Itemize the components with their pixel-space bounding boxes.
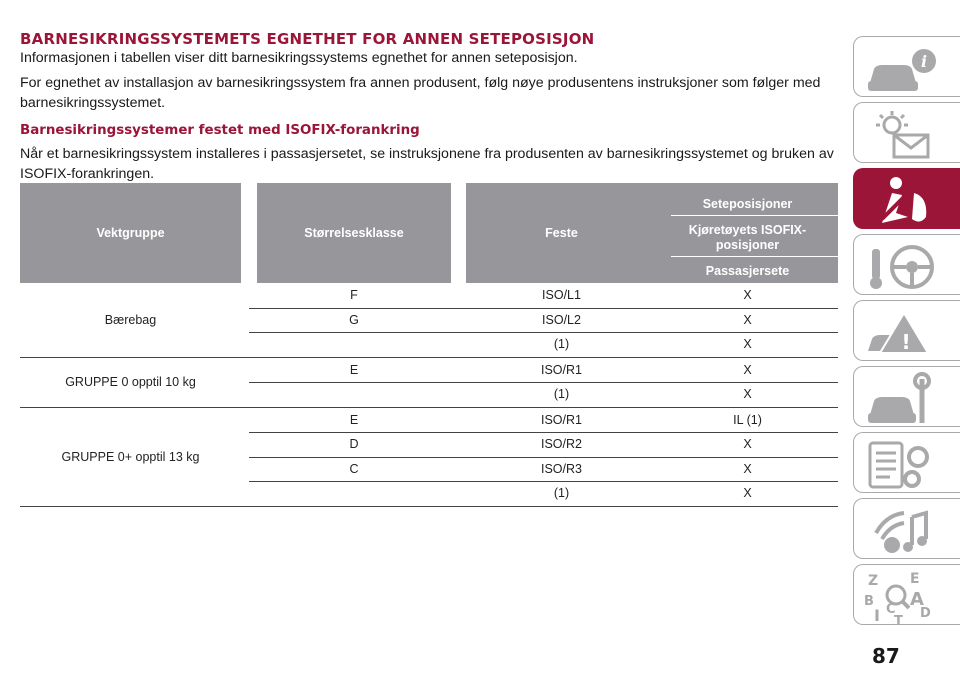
header-isofix-posisjoner: Kjøretøyets ISOFIX-posisjoner xyxy=(688,223,807,252)
maintenance-icon xyxy=(862,371,938,427)
warning-lights-icon xyxy=(862,107,938,163)
size-class-cell: D xyxy=(349,437,359,451)
isofix-paragraph: Når et barnesikringssystem installeres i passasjersetet, se instruksjonene fra produsenten av barnesikringssystemet og bruken av ISOFIX-forankringen. xyxy=(20,146,834,182)
sidebar-tab-emergency[interactable] xyxy=(853,300,960,361)
fixture-cell: ISO/R3 xyxy=(541,461,582,476)
passenger-seat-cell: X xyxy=(743,362,752,377)
sidebar-tab-starting-driving[interactable] xyxy=(853,234,960,295)
size-class-cell xyxy=(257,382,451,407)
fixture-cell: (1) xyxy=(553,337,570,351)
fixture-cell: ISO/R1 xyxy=(541,412,582,427)
fixture-cell: (1) xyxy=(553,387,570,401)
seat-safety-icon xyxy=(862,173,938,229)
table-row xyxy=(20,358,838,383)
table-row xyxy=(20,332,838,357)
suitability-table xyxy=(20,183,838,507)
page-number: 87 xyxy=(872,644,900,668)
weight-group-label: GRUPPE 0 opptil 10 kg xyxy=(65,375,196,389)
passenger-seat-cell: X xyxy=(743,312,752,327)
intro-paragraph: Informasjonen i tabellen viser ditt barnesikringssystems egnethet for annen seteposisjon. xyxy=(20,50,578,66)
passenger-seat-cell: X xyxy=(743,387,752,401)
svg-text:C: C xyxy=(886,602,896,617)
size-class-cell: F xyxy=(350,288,358,302)
table-row xyxy=(20,408,838,433)
fixture-cell: ISO/R1 xyxy=(541,362,582,377)
table-body xyxy=(20,283,838,507)
multimedia-icon xyxy=(862,503,938,559)
sidebar-tab-car-info[interactable] xyxy=(853,36,960,97)
passenger-seat-cell: X xyxy=(743,337,752,351)
size-class-cell xyxy=(257,332,451,357)
header-feste: Feste xyxy=(466,183,657,283)
svg-text:!: ! xyxy=(901,330,911,354)
starting-driving-icon xyxy=(862,239,938,295)
passenger-seat-cell: X xyxy=(743,461,752,476)
emergency-icon xyxy=(862,305,938,361)
table-row xyxy=(20,457,838,482)
svg-text:E: E xyxy=(910,571,920,587)
installation-paragraph: For egnethet av installasjon av barnesikringssystem fra annen produsent, følg nøye produsentens instruksjoner som følger med barnesikringssystemet. xyxy=(20,75,821,111)
table-group xyxy=(20,408,838,507)
size-class-cell: E xyxy=(349,362,359,377)
header-passasjersete: Passasjersete xyxy=(705,264,790,278)
table-row xyxy=(20,283,838,308)
sidebar-tab-seat-safety[interactable] xyxy=(853,168,960,229)
table-group xyxy=(20,283,838,358)
technical-data-icon xyxy=(862,437,938,493)
header-divider xyxy=(671,256,838,257)
passenger-seat-cell: X xyxy=(743,437,752,451)
sidebar-tab-multimedia[interactable] xyxy=(853,498,960,559)
svg-text:Z: Z xyxy=(868,573,879,589)
size-class-cell: C xyxy=(349,461,359,476)
table-group xyxy=(20,358,838,408)
table-header xyxy=(20,183,838,283)
svg-text:T: T xyxy=(894,614,903,625)
header-seteposisjoner: Seteposisjoner xyxy=(702,197,793,211)
svg-text:D: D xyxy=(920,606,931,621)
sidebar-tab-index[interactable] xyxy=(853,564,960,625)
header-storrelsesklasse: Størrelsesklasse xyxy=(257,183,451,283)
fixture-cell: ISO/R2 xyxy=(541,437,582,451)
header-vektgruppe: Vektgruppe xyxy=(20,183,241,283)
car-info-icon xyxy=(862,41,938,97)
svg-text:B: B xyxy=(864,594,874,609)
fixture-cell: ISO/L1 xyxy=(542,288,581,302)
passenger-seat-cell: IL (1) xyxy=(733,412,762,427)
passenger-seat-cell: X xyxy=(743,486,752,500)
isofix-subheading: Barnesikringssystemer festet med ISOFIX-forankring xyxy=(20,123,420,138)
sidebar-tab-warning-lights[interactable] xyxy=(853,102,960,163)
weight-group-label: GRUPPE 0+ opptil 13 kg xyxy=(61,449,200,464)
size-class-cell xyxy=(257,481,451,506)
size-class-cell: E xyxy=(349,412,359,427)
header-seteposisjoner-block xyxy=(657,183,838,283)
table-row xyxy=(20,308,838,333)
weight-group-label: Bærebag xyxy=(104,312,157,327)
content xyxy=(20,30,838,184)
size-class-cell: G xyxy=(349,312,359,327)
svg-text:i: i xyxy=(920,52,928,71)
table-row xyxy=(20,432,838,457)
index-icon xyxy=(862,569,938,625)
passenger-seat-cell: X xyxy=(743,288,752,302)
svg-text:I: I xyxy=(874,606,880,625)
fixture-cell: (1) xyxy=(553,486,570,500)
sidebar-tab-maintenance[interactable] xyxy=(853,366,960,427)
svg-text:A: A xyxy=(910,589,924,610)
page-heading: BARNESIKRINGSSYSTEMETS EGNETHET FOR ANNEN SETEPOSISJON xyxy=(20,30,595,48)
table-row xyxy=(20,382,838,407)
table-row xyxy=(20,481,838,506)
sidebar-tab-technical-data[interactable] xyxy=(853,432,960,493)
header-divider xyxy=(671,215,838,216)
fixture-cell: ISO/L2 xyxy=(542,312,581,327)
